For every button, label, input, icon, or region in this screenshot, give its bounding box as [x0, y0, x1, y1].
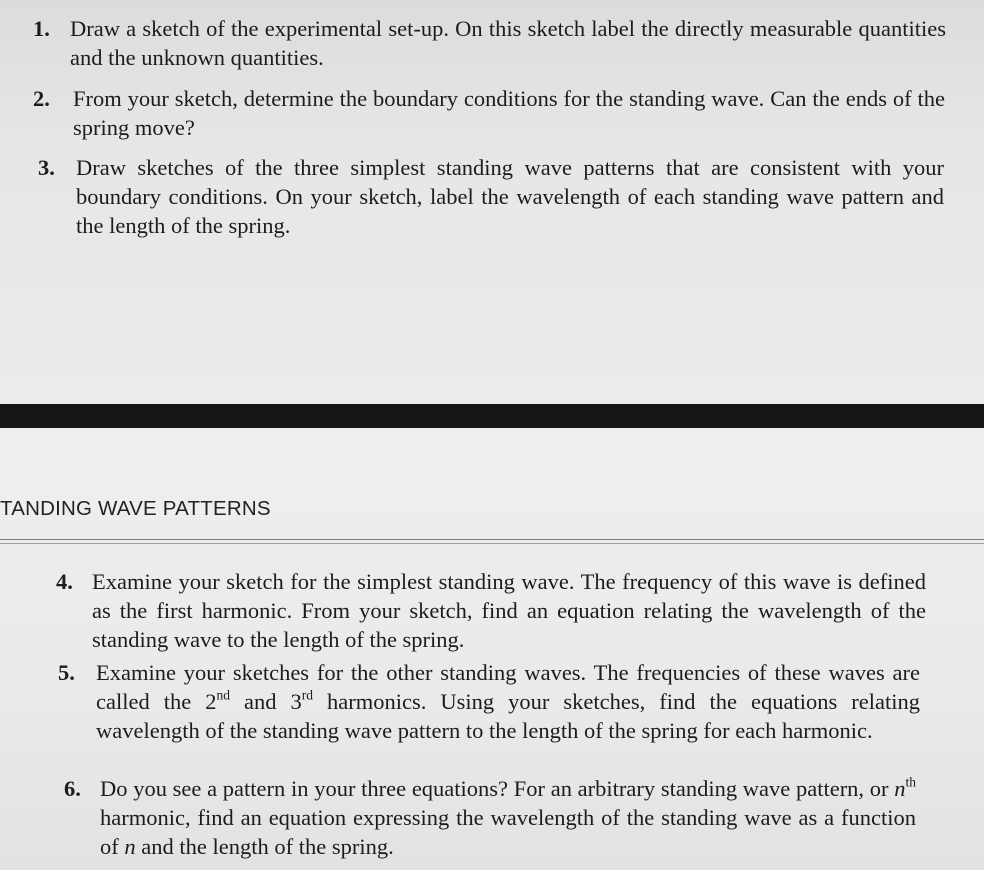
ordinal-suffix: rd: [301, 687, 313, 703]
ordinal-suffix: th: [905, 774, 916, 790]
question-text-part: Examine your sketches for the other standing waves. The frequencies of these waves are called the 2: [96, 660, 920, 714]
question-text: Draw a sketch of the experimental set-up. On this sketch label the directly measurable quantities and the unknown quantities.: [70, 16, 946, 70]
question-text: [96, 658, 920, 745]
question-text-part: and 3: [229, 689, 302, 714]
section-rule: [0, 539, 984, 540]
question-number: 1.: [33, 16, 50, 41]
question-text: From your sketch, determine the boundary conditions for the standing wave. Can the ends of the spring move?: [73, 86, 945, 140]
question-number: 3.: [38, 155, 55, 180]
question-text-part: harmonics. Using your sketches, find the equations relating wavelength of the standing wave pattern to the length of the spring for each harmonic.: [96, 689, 920, 743]
variable-n: n: [124, 834, 136, 859]
section-title: TANDING WAVE PATTERNS: [0, 497, 271, 520]
question-text-part: harmonic, find an equation expressing the wavelength of the standing wave as a function of: [100, 805, 916, 859]
question-text: Examine your sketch for the simplest standing wave. The frequency of this wave is defined as the first harmonic. From your sketch, find an equation relating the wavelength of the standing wave to the length of the spring.: [92, 569, 926, 652]
question-number: 6.: [64, 776, 81, 801]
question-number: 5.: [58, 660, 75, 685]
question-text: Draw sketches of the three simplest standing wave patterns that are consistent with your boundary conditions. On your sketch, label the wavelength of each standing wave pattern and the length of the spring.: [76, 155, 944, 238]
question-number: 4.: [56, 569, 73, 594]
section-rule-secondary: [0, 543, 984, 544]
ordinal-suffix: nd: [216, 687, 230, 703]
page-divider-bar: [0, 404, 984, 428]
question-text: [100, 774, 916, 861]
question-text-part: Do you see a pattern in your three equations? For an arbitrary standing wave pattern, or: [100, 776, 895, 801]
question-number: 2.: [33, 86, 50, 111]
question-text-part: and the length of the spring.: [135, 834, 394, 859]
variable-n: n: [894, 776, 906, 801]
